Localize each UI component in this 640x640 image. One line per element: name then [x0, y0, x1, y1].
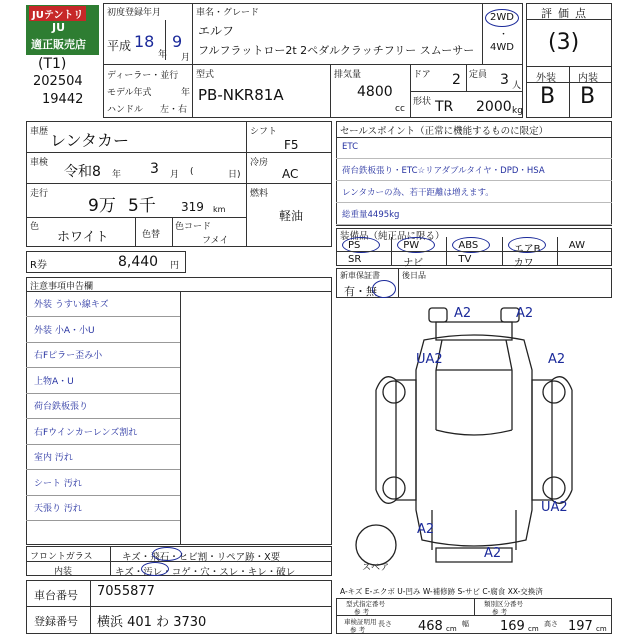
- handle-label: ハンドル: [107, 105, 144, 115]
- plate-label: 登録番号: [34, 615, 78, 628]
- first-reg-era: 平成: [107, 39, 132, 53]
- damage-mark: A2: [548, 352, 566, 367]
- load-value: 2000: [476, 99, 512, 115]
- wid-label: 幅: [462, 620, 469, 628]
- glass-label: フロントガラス: [30, 552, 93, 562]
- sales-item: レンタカーの為、若干距離は増えます。: [342, 188, 494, 198]
- int-grade: B: [580, 84, 596, 109]
- damage-mark: A2: [454, 306, 472, 321]
- model-year-label: モデル年式: [107, 88, 152, 98]
- mileage-rest: 319: [181, 200, 204, 214]
- inspection-paren: (: [190, 167, 194, 177]
- inspection-month: 3: [150, 161, 159, 177]
- class-code-label: 類別区分番号: [484, 600, 523, 608]
- sales-rule: [336, 224, 612, 225]
- model-year-unit: 年: [181, 88, 191, 98]
- records-label: 後日品: [402, 271, 426, 280]
- warranty-circle: [372, 280, 396, 298]
- equip-divider: [391, 237, 392, 266]
- mileage-label: 走行: [30, 189, 49, 199]
- inspection-year-unit: 年: [112, 170, 122, 180]
- first-reg-label: 初度登録年月: [107, 8, 162, 18]
- note-rule: [26, 316, 180, 317]
- cc-value: 4800: [357, 84, 393, 100]
- glass-circle: [152, 547, 182, 561]
- wid-value: 169: [500, 619, 525, 634]
- equip-item: エアB: [513, 244, 541, 255]
- lane: (T1): [38, 56, 67, 72]
- top-info-box: [103, 3, 523, 118]
- int-label: 内装: [578, 73, 598, 84]
- door-value: 2: [452, 72, 461, 88]
- handle-opt: 左・右: [160, 105, 188, 115]
- hgt-value: 197: [568, 619, 593, 634]
- legend: A-キズ E-エクボ U-凹み W-補修跡 S-サビ C-腐食 XX-交換済: [340, 587, 543, 596]
- sales-rule: [336, 158, 612, 159]
- fuel-value: 軽油: [279, 209, 304, 223]
- ac-label: 冷房: [250, 158, 269, 168]
- sales-item: ETC: [342, 142, 358, 152]
- shift-value: F5: [284, 138, 299, 152]
- cc-unit: cc: [395, 104, 405, 114]
- damage-diagram: [336, 300, 612, 580]
- ext-grade: B: [540, 84, 556, 109]
- note-rule: [26, 469, 180, 470]
- glass-values: キズ・飛石・ヒビ割・リペア跡・X要: [122, 552, 281, 563]
- wid-unit: cm: [528, 625, 539, 633]
- note-rule: [26, 418, 180, 419]
- damage-mark: UA2: [416, 352, 443, 367]
- sales-item: 荷台鉄板張り・ETC☆リアダブルタイヤ・DPD・HSA: [342, 166, 545, 176]
- color-change-label: 色替: [142, 230, 161, 240]
- model-code-label: 型式指定番号: [346, 600, 385, 608]
- equipment-header: 装備品（純正品に限る）: [340, 231, 445, 242]
- first-reg-year: 18: [134, 32, 155, 51]
- notes-header: 注意事項申告欄: [30, 282, 94, 292]
- capacity-label: 定員: [469, 70, 488, 80]
- note-rule: [26, 444, 180, 445]
- ac-value: AC: [282, 167, 299, 181]
- plate-value: 横浜 401 わ 3730: [97, 615, 207, 630]
- drive-circle: [485, 9, 519, 27]
- note-item: シート 汚れ: [34, 478, 82, 489]
- len-unit: cm: [446, 625, 457, 633]
- damage-mark: A2: [417, 522, 435, 537]
- badge-ju: JU: [52, 21, 66, 34]
- equip-item: ABS: [458, 240, 479, 251]
- note-item: 右Fピラー歪み小: [34, 351, 103, 361]
- note-rule: [26, 393, 180, 394]
- color-code: フメイ: [202, 236, 229, 246]
- equip-item: PS: [348, 240, 361, 251]
- first-reg-month-unit: 月: [181, 53, 191, 63]
- door-label: ドア: [413, 70, 431, 80]
- color-code-label: 色コード: [175, 222, 212, 232]
- note-item: 外装 小A・小U: [34, 325, 95, 336]
- note-item: 荷台鉄板張り: [34, 402, 89, 412]
- shape-value: TR: [435, 99, 454, 115]
- inspection-label: 車検: [30, 158, 49, 168]
- warranty-label: 新車保証書: [340, 271, 380, 280]
- name-label: 車名・グレード: [196, 8, 260, 18]
- damage-mark: A2: [516, 306, 534, 321]
- equip-item: カワ: [513, 258, 534, 269]
- badge-logo: JUテントリ: [29, 6, 86, 21]
- interior-label: 内装: [54, 567, 73, 577]
- capacity-value: 3: [500, 72, 509, 88]
- equip-item: PW: [403, 240, 420, 251]
- cert-label: 車検証明用: [344, 618, 377, 626]
- note-item: 右Fウインカーレンズ割れ: [34, 427, 138, 438]
- grade-label: 評価点: [541, 7, 592, 20]
- note-rule: [26, 495, 180, 496]
- mileage-sen: 5千: [128, 196, 156, 216]
- equip-rule: [336, 251, 612, 252]
- badge-text: 適正販売店: [31, 38, 86, 51]
- interior-circle: [141, 562, 169, 576]
- note-rule: [26, 367, 180, 368]
- shape-label: 形状: [413, 97, 432, 107]
- equip-item: SR: [348, 254, 362, 265]
- warranty-options: 有・無: [344, 285, 377, 298]
- grade-value: (3): [548, 30, 580, 55]
- cc-label: 排気量: [334, 70, 362, 80]
- inspection-day-unit: 日): [228, 170, 241, 180]
- sales-item: 総重量4495kg: [342, 210, 400, 220]
- lot-number: 19442: [42, 92, 84, 107]
- sales-rule: [336, 202, 612, 203]
- inspection-era: 令和8: [64, 164, 101, 180]
- equip-item: ナビ: [403, 258, 424, 269]
- history-value: レンタカー: [50, 131, 129, 150]
- inspection-month-unit: 月: [170, 170, 180, 180]
- model-code-sub: 参 考: [354, 608, 370, 616]
- first-reg-year-unit: 年: [158, 50, 168, 60]
- r-ticket-box: [26, 251, 186, 273]
- damage-mark: UA2: [541, 500, 568, 515]
- ext-label: 外装: [536, 73, 556, 84]
- chassis-label: 車台番号: [34, 589, 78, 602]
- class-code-sub: 参 考: [492, 608, 508, 616]
- interior-values: キズ・汚レ・コゲ・穴・スレ・キレ・破レ: [115, 567, 296, 578]
- sales-rule: [336, 180, 612, 181]
- type-label: 型式: [196, 70, 215, 80]
- note-rule: [26, 342, 180, 343]
- note-rule: [26, 520, 180, 521]
- chassis-value: 7055877: [97, 584, 155, 599]
- equip-divider: [557, 237, 558, 266]
- mileage-man: 9万: [88, 196, 116, 216]
- model-name: エルフ: [198, 24, 235, 38]
- mileage-unit: km: [213, 205, 226, 214]
- note-item: 上物A・U: [34, 376, 74, 387]
- equip-divider: [446, 237, 447, 266]
- r-ticket-value: 8,440: [118, 254, 159, 270]
- load-unit: kg: [512, 106, 523, 116]
- dealer-label: ディーラー・並行: [107, 71, 179, 81]
- equip-divider: [502, 237, 503, 266]
- note-item: 外装 うすい線キズ: [34, 300, 109, 310]
- drive-2wd: 2WD: [490, 12, 514, 23]
- r-ticket-unit: 円: [170, 261, 180, 271]
- first-reg-month: 9: [172, 32, 183, 51]
- history-label: 車歴: [30, 127, 49, 137]
- r-ticket-label: R券: [30, 260, 47, 271]
- note-item: 室内 汚れ: [34, 453, 73, 463]
- hgt-unit: cm: [596, 625, 607, 633]
- len-value: 468: [418, 619, 443, 634]
- spare-label: スペア: [362, 563, 390, 573]
- badge-box: [26, 5, 99, 55]
- fuel-label: 燃料: [250, 189, 269, 199]
- len-label: 長さ: [378, 620, 392, 628]
- type-value: PB-NKR81A: [198, 86, 284, 104]
- lot-date: 202504: [33, 74, 83, 89]
- shift-label: シフト: [250, 127, 278, 137]
- damage-mark: A2: [484, 546, 502, 561]
- grade-name: フルフラットロー2t 2ペダルクラッチフリー スムーサー: [198, 44, 475, 57]
- sales-header: セールスポイント（正常に機能するものに限定）: [340, 126, 549, 137]
- color-label: 色: [30, 222, 40, 232]
- cert-sub: 参 考: [350, 626, 366, 634]
- equip-item: TV: [458, 254, 472, 265]
- note-item: 天張り 汚れ: [34, 504, 82, 514]
- drive-sep: ・: [499, 30, 509, 40]
- capacity-unit: 人: [512, 81, 522, 91]
- drive-4wd: 4WD: [490, 42, 514, 53]
- equip-item: AW: [568, 240, 585, 251]
- hgt-label: 高さ: [544, 620, 558, 628]
- color-value: ホワイト: [57, 230, 109, 245]
